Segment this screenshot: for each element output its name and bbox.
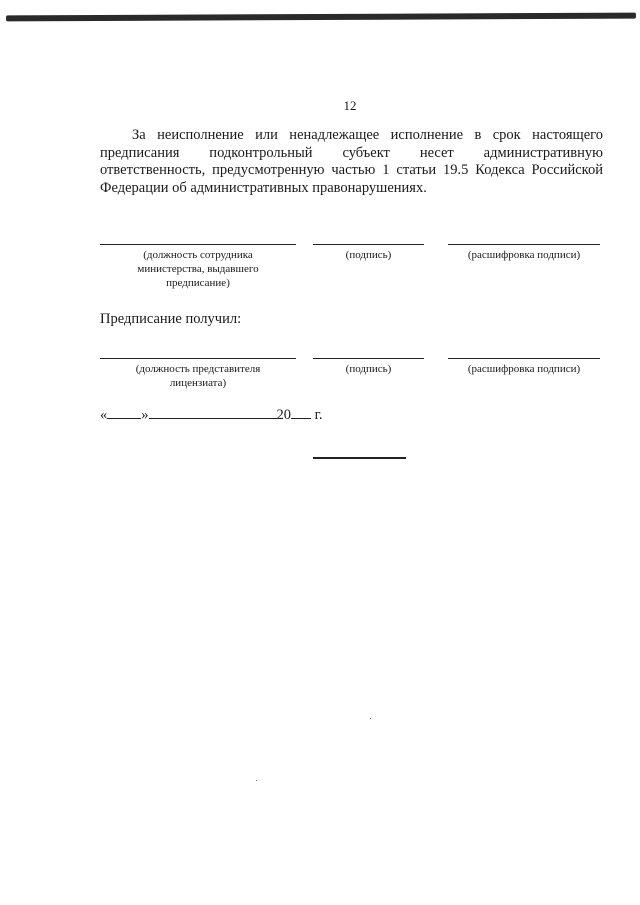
issuer-signature-line [313, 244, 424, 245]
receiver-position-line [100, 358, 296, 359]
date-open-quote: « [100, 407, 108, 423]
date-year-suffix: г. [314, 407, 323, 423]
date-day-blank [107, 406, 141, 419]
issuer-decryption-caption: (расшифровка подписи) [467, 249, 581, 261]
date-month-blank [149, 406, 277, 419]
date-line [100, 406, 323, 424]
end-of-document-line [313, 457, 406, 459]
date-year-prefix: 20 [276, 407, 291, 423]
receiver-decryption-caption: (расшифровка подписи) [467, 363, 581, 375]
issuer-signature-caption: (подпись) [345, 249, 392, 261]
receiver-signature-caption: (подпись) [345, 363, 392, 375]
scan-edge-bar [6, 13, 636, 22]
receiver-decryption-line [448, 358, 600, 359]
page-number: 12 [343, 98, 357, 113]
issuer-position-line [100, 244, 296, 245]
received-label: Предписание получил: [100, 311, 242, 327]
scan-speck [256, 780, 257, 781]
issuer-decryption-line [448, 244, 600, 245]
issuer-position-caption: (должность сотрудника министерства, выдавшего предписание) [137, 249, 259, 289]
date-close-quote: » [141, 407, 149, 423]
date-year-blank [291, 406, 311, 419]
receiver-position-caption: (должность представителя лицензиата) [135, 363, 261, 389]
scan-speck [370, 718, 371, 719]
receiver-signature-line [313, 358, 424, 359]
liability-paragraph: За неисполнение или ненадлежащее исполнение в срок настоящего предписания подконтрольный субъект несет административную ответственность, предусмотренную частью 1 статьи 19.5 Кодекса Российской Федерации об административных правонарушениях. [100, 127, 603, 196]
